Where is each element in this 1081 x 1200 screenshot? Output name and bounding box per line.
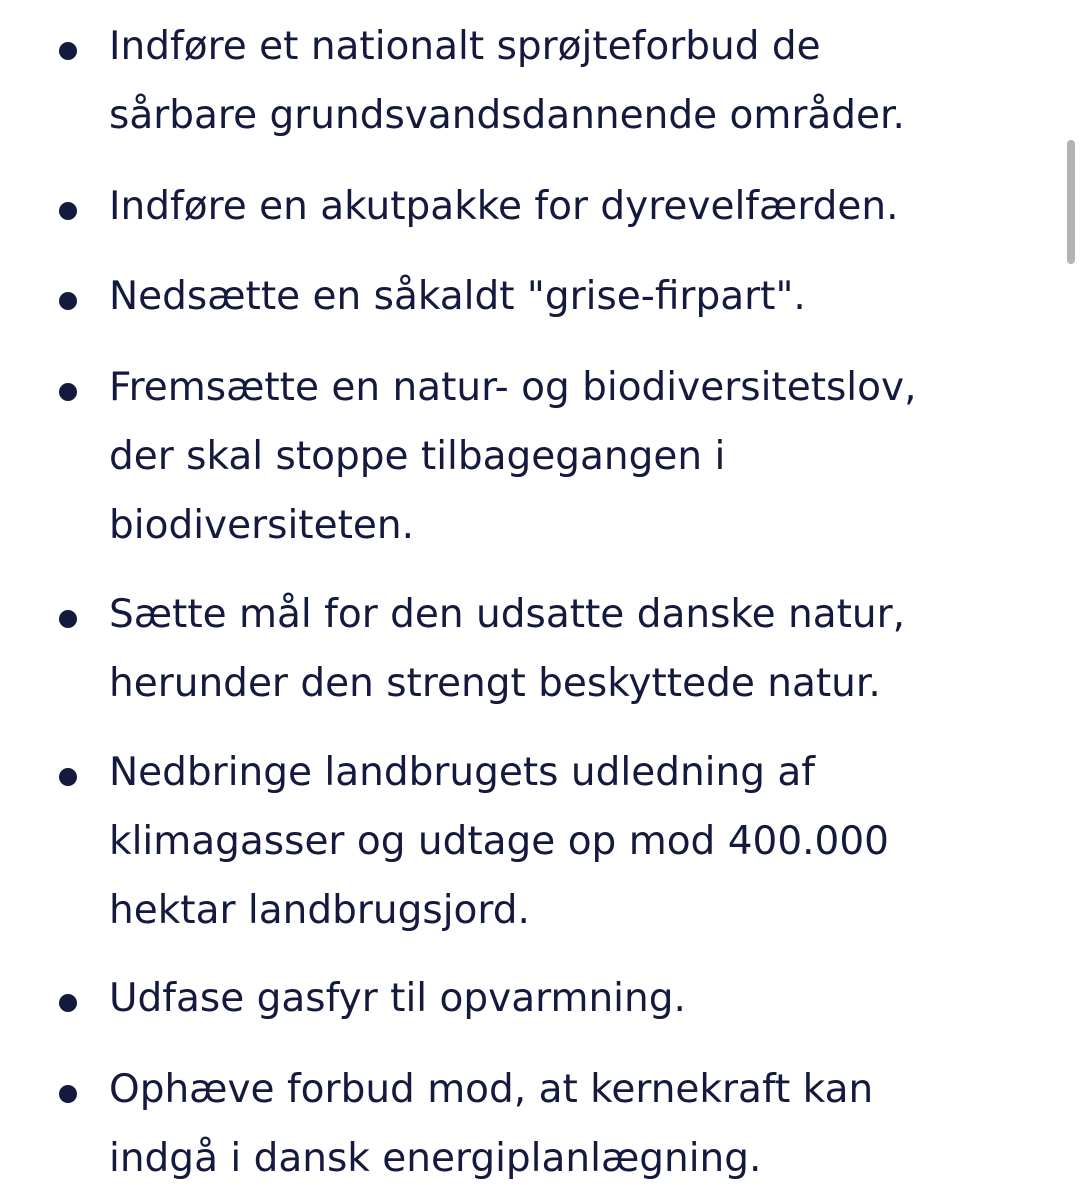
bullet-icon — [59, 1085, 77, 1103]
bullet-icon — [59, 42, 77, 60]
list-item-text — [109, 738, 1049, 945]
list-item-text — [109, 353, 1049, 560]
list-item-text — [109, 1055, 1049, 1193]
text-line: sårbare grundsvandsdannende områder. — [109, 93, 905, 138]
bullet-icon — [59, 768, 77, 786]
text-line: Sætte mål for den udsatte danske natur, — [109, 592, 906, 637]
text-line: biodiversiteten. — [109, 503, 414, 548]
bullet-icon — [59, 383, 77, 401]
text-line: Nedbringe landbrugets udledning af — [109, 750, 815, 795]
bullet-icon — [59, 610, 77, 628]
list-item-text — [109, 580, 1049, 718]
bullet-icon — [59, 292, 77, 310]
text-line: Ophæve forbud mod, at kernekraft kan — [109, 1067, 874, 1112]
list-item-text — [109, 262, 1049, 331]
vertical-scrollbar[interactable] — [1067, 140, 1075, 264]
bullet-icon — [59, 202, 77, 220]
list-item-text — [109, 172, 1049, 241]
text-line: der skal stoppe tilbagegangen i — [109, 434, 726, 479]
text-line: Udfase gasfyr til opvarmning. — [109, 976, 686, 1021]
text-line: Fremsætte en natur- og biodiversitetslov, — [109, 365, 917, 410]
text-line: herunder den strengt beskyttede natur. — [109, 661, 881, 706]
list-item-text — [109, 12, 1049, 150]
text-line: indgå i dansk energiplanlægning. — [109, 1136, 762, 1181]
text-line: Indføre en akutpakke for dyrevelfærden. — [109, 184, 899, 229]
text-line: hektar landbrugsjord. — [109, 888, 530, 933]
text-line: klimagasser og udtage op mod 400.000 — [109, 819, 889, 864]
text-line: Nedsætte en såkaldt "grise-firpart". — [109, 274, 806, 319]
text-line: Indføre et nationalt sprøjteforbud de — [109, 24, 821, 69]
bullet-icon — [59, 994, 77, 1012]
list-item-text — [109, 964, 1049, 1033]
